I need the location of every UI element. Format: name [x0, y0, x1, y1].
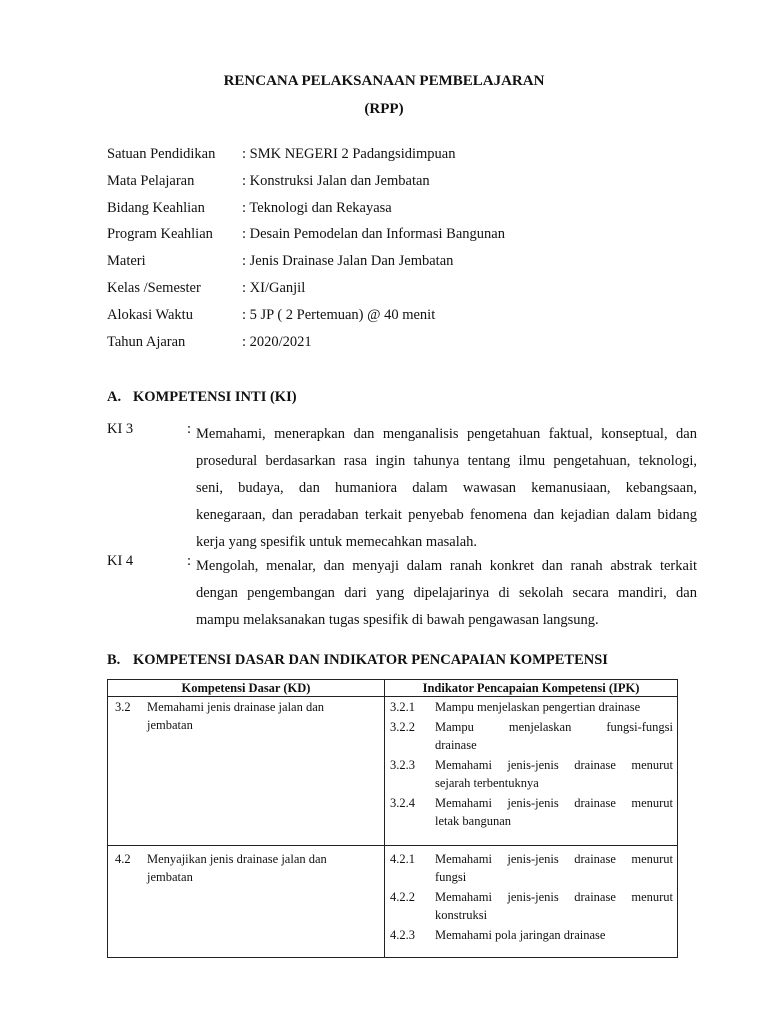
identity-label: Tahun Ajaran	[107, 333, 186, 350]
kd-line: Menyajikan jenis drainase jalan dan	[147, 852, 327, 866]
identity-label: Alokasi Waktu	[107, 306, 193, 323]
ipk-line: drainase	[435, 738, 477, 752]
identity-value: : Desain Pemodelan dan Informasi Bangunan	[242, 226, 505, 243]
identity-row	[107, 144, 707, 171]
ipk-text	[435, 756, 673, 792]
identity-label: Satuan Pendidikan	[107, 146, 216, 162]
ipk-code: 3.2.2	[390, 720, 415, 734]
identity-row	[107, 278, 707, 305]
ipk-item	[385, 698, 677, 716]
kd-item	[108, 697, 384, 734]
ki-line: dengan pengembangan dari yang dipelajarinya di sekolah secara mandiri, dan	[196, 585, 697, 601]
table-row	[108, 697, 678, 846]
ki-label: KI 4	[107, 553, 134, 569]
ipk-text	[435, 926, 673, 944]
ipk-item	[385, 850, 677, 886]
ipk-code: 4.2.2	[390, 890, 415, 904]
ipk-line: Memahami jenis-jenis drainase menurut	[435, 758, 673, 772]
ipk-line: Memahami pola jaringan drainase	[435, 928, 606, 942]
ki-line: Mengolah, menalar, dan menyaji dalam ranah konkret dan ranah abstrak terkait	[196, 558, 697, 574]
section-a-title: KOMPETENSI INTI (KI)	[133, 389, 297, 405]
section-b-heading	[107, 652, 608, 669]
ipk-item	[385, 926, 677, 944]
ipk-cell	[385, 697, 678, 846]
ki-line: mampu melaksanakan tugas spesifik di bawah pengawasan langsung.	[196, 612, 599, 628]
section-a-number: A.	[107, 389, 122, 405]
ipk-text	[435, 888, 673, 924]
ipk-item	[385, 756, 677, 792]
kd-text	[147, 698, 380, 734]
table-header-kd: Kompetensi Dasar (KD)	[108, 680, 385, 697]
identity-row	[107, 251, 707, 278]
kd-item	[108, 846, 384, 886]
table-row	[108, 846, 678, 958]
identity-value: : XI/Ganjil	[242, 279, 306, 296]
ki-line: kenegaraan, dan peradaban terkait penyebab fenomena dan kejadian dalam bidang	[196, 507, 697, 523]
section-a-heading	[107, 389, 297, 406]
ipk-item	[385, 718, 677, 754]
ipk-code: 4.2.3	[390, 928, 415, 942]
document-title: RENCANA PELAKSANAAN PEMBELAJARAN	[223, 73, 545, 89]
ipk-text	[435, 850, 673, 886]
ipk-text	[435, 794, 673, 830]
section-b-number: B.	[107, 652, 121, 668]
ki-line: kerja yang spesifik untuk memecahkan masalah.	[196, 534, 478, 550]
ipk-line: letak bangunan	[435, 814, 512, 828]
ipk-text	[435, 698, 673, 716]
ipk-line: Mampu menjelaskan pengertian drainase	[435, 700, 641, 714]
identity-row	[107, 224, 707, 251]
identity-label: Mata Pelajaran	[107, 172, 195, 189]
kd-ipk-table	[107, 679, 678, 958]
ipk-item	[385, 794, 677, 830]
ipk-code: 3.2.4	[390, 796, 415, 810]
ipk-item	[385, 888, 677, 924]
identity-row	[107, 305, 707, 332]
identity-label: Materi	[107, 253, 146, 270]
kd-line: jembatan	[147, 718, 193, 732]
identity-value: : Teknologi dan Rekayasa	[242, 199, 392, 216]
table-header-ipk: Indikator Pencapaian Kompetensi (IPK)	[385, 680, 678, 697]
identity-label: Program Keahlian	[107, 226, 213, 243]
identity-row	[107, 332, 707, 359]
ipk-line: sejarah terbentuknya	[435, 776, 539, 790]
identity-value: : Konstruksi Jalan dan Jembatan	[242, 172, 430, 189]
identity-row	[107, 171, 707, 198]
ki-line: Memahami, menerapkan dan menganalisis pengetahuan faktual, konseptual, dan	[196, 426, 697, 442]
kd-line: jembatan	[147, 870, 193, 884]
document-subtitle: (RPP)	[364, 101, 404, 117]
identity-label: Bidang Keahlian	[107, 199, 205, 216]
kd-cell	[108, 846, 385, 958]
identity-value: : 5 JP ( 2 Pertemuan) @ 40 menit	[242, 306, 436, 323]
kd-code: 3.2	[115, 700, 131, 714]
ki-colon: :	[187, 553, 192, 569]
ipk-text	[435, 718, 673, 754]
kd-cell	[108, 697, 385, 846]
kd-text	[147, 850, 380, 886]
identity-value: : SMK NEGERI 2 Padangsidimpuan	[242, 146, 456, 162]
identity-value: : Jenis Drainase Jalan Dan Jembatan	[242, 253, 454, 270]
identity-value: : 2020/2021	[242, 333, 312, 350]
ipk-line: konstruksi	[435, 908, 488, 922]
ipk-code: 3.2.1	[390, 700, 415, 714]
table-header-row	[108, 680, 678, 697]
kd-code: 4.2	[115, 852, 131, 866]
kd-line: Memahami jenis drainase jalan dan	[147, 700, 325, 714]
ipk-line: Memahami jenis-jenis drainase menurut	[435, 852, 673, 866]
ipk-cell	[385, 846, 678, 958]
ki-colon: :	[187, 421, 192, 437]
ipk-line: fungsi	[435, 870, 467, 884]
ipk-line: Memahami jenis-jenis drainase menurut	[435, 796, 673, 810]
ipk-code: 3.2.3	[390, 758, 415, 772]
ki-text	[196, 421, 697, 556]
identity-label: Kelas /Semester	[107, 279, 201, 296]
ipk-line: Memahami jenis-jenis drainase menurut	[435, 890, 673, 904]
ki-line: seni, budaya, dan humaniora dalam wawasan kemanusiaan, kebangsaan,	[196, 480, 697, 496]
ki-label: KI 3	[107, 421, 134, 437]
section-b-title: KOMPETENSI DASAR DAN INDIKATOR PENCAPAIAN KOMPETENSI	[133, 652, 608, 668]
ipk-line: Mampu menjelaskan fungsi-fungsi	[435, 720, 673, 734]
ki-text	[196, 553, 697, 634]
ki-line: prosedural berdasarkan rasa ingin tahunya tentang ilmu pengetahuan, teknologi,	[196, 453, 697, 469]
identity-block	[107, 144, 707, 358]
ipk-code: 4.2.1	[390, 852, 415, 866]
identity-row	[107, 198, 707, 225]
